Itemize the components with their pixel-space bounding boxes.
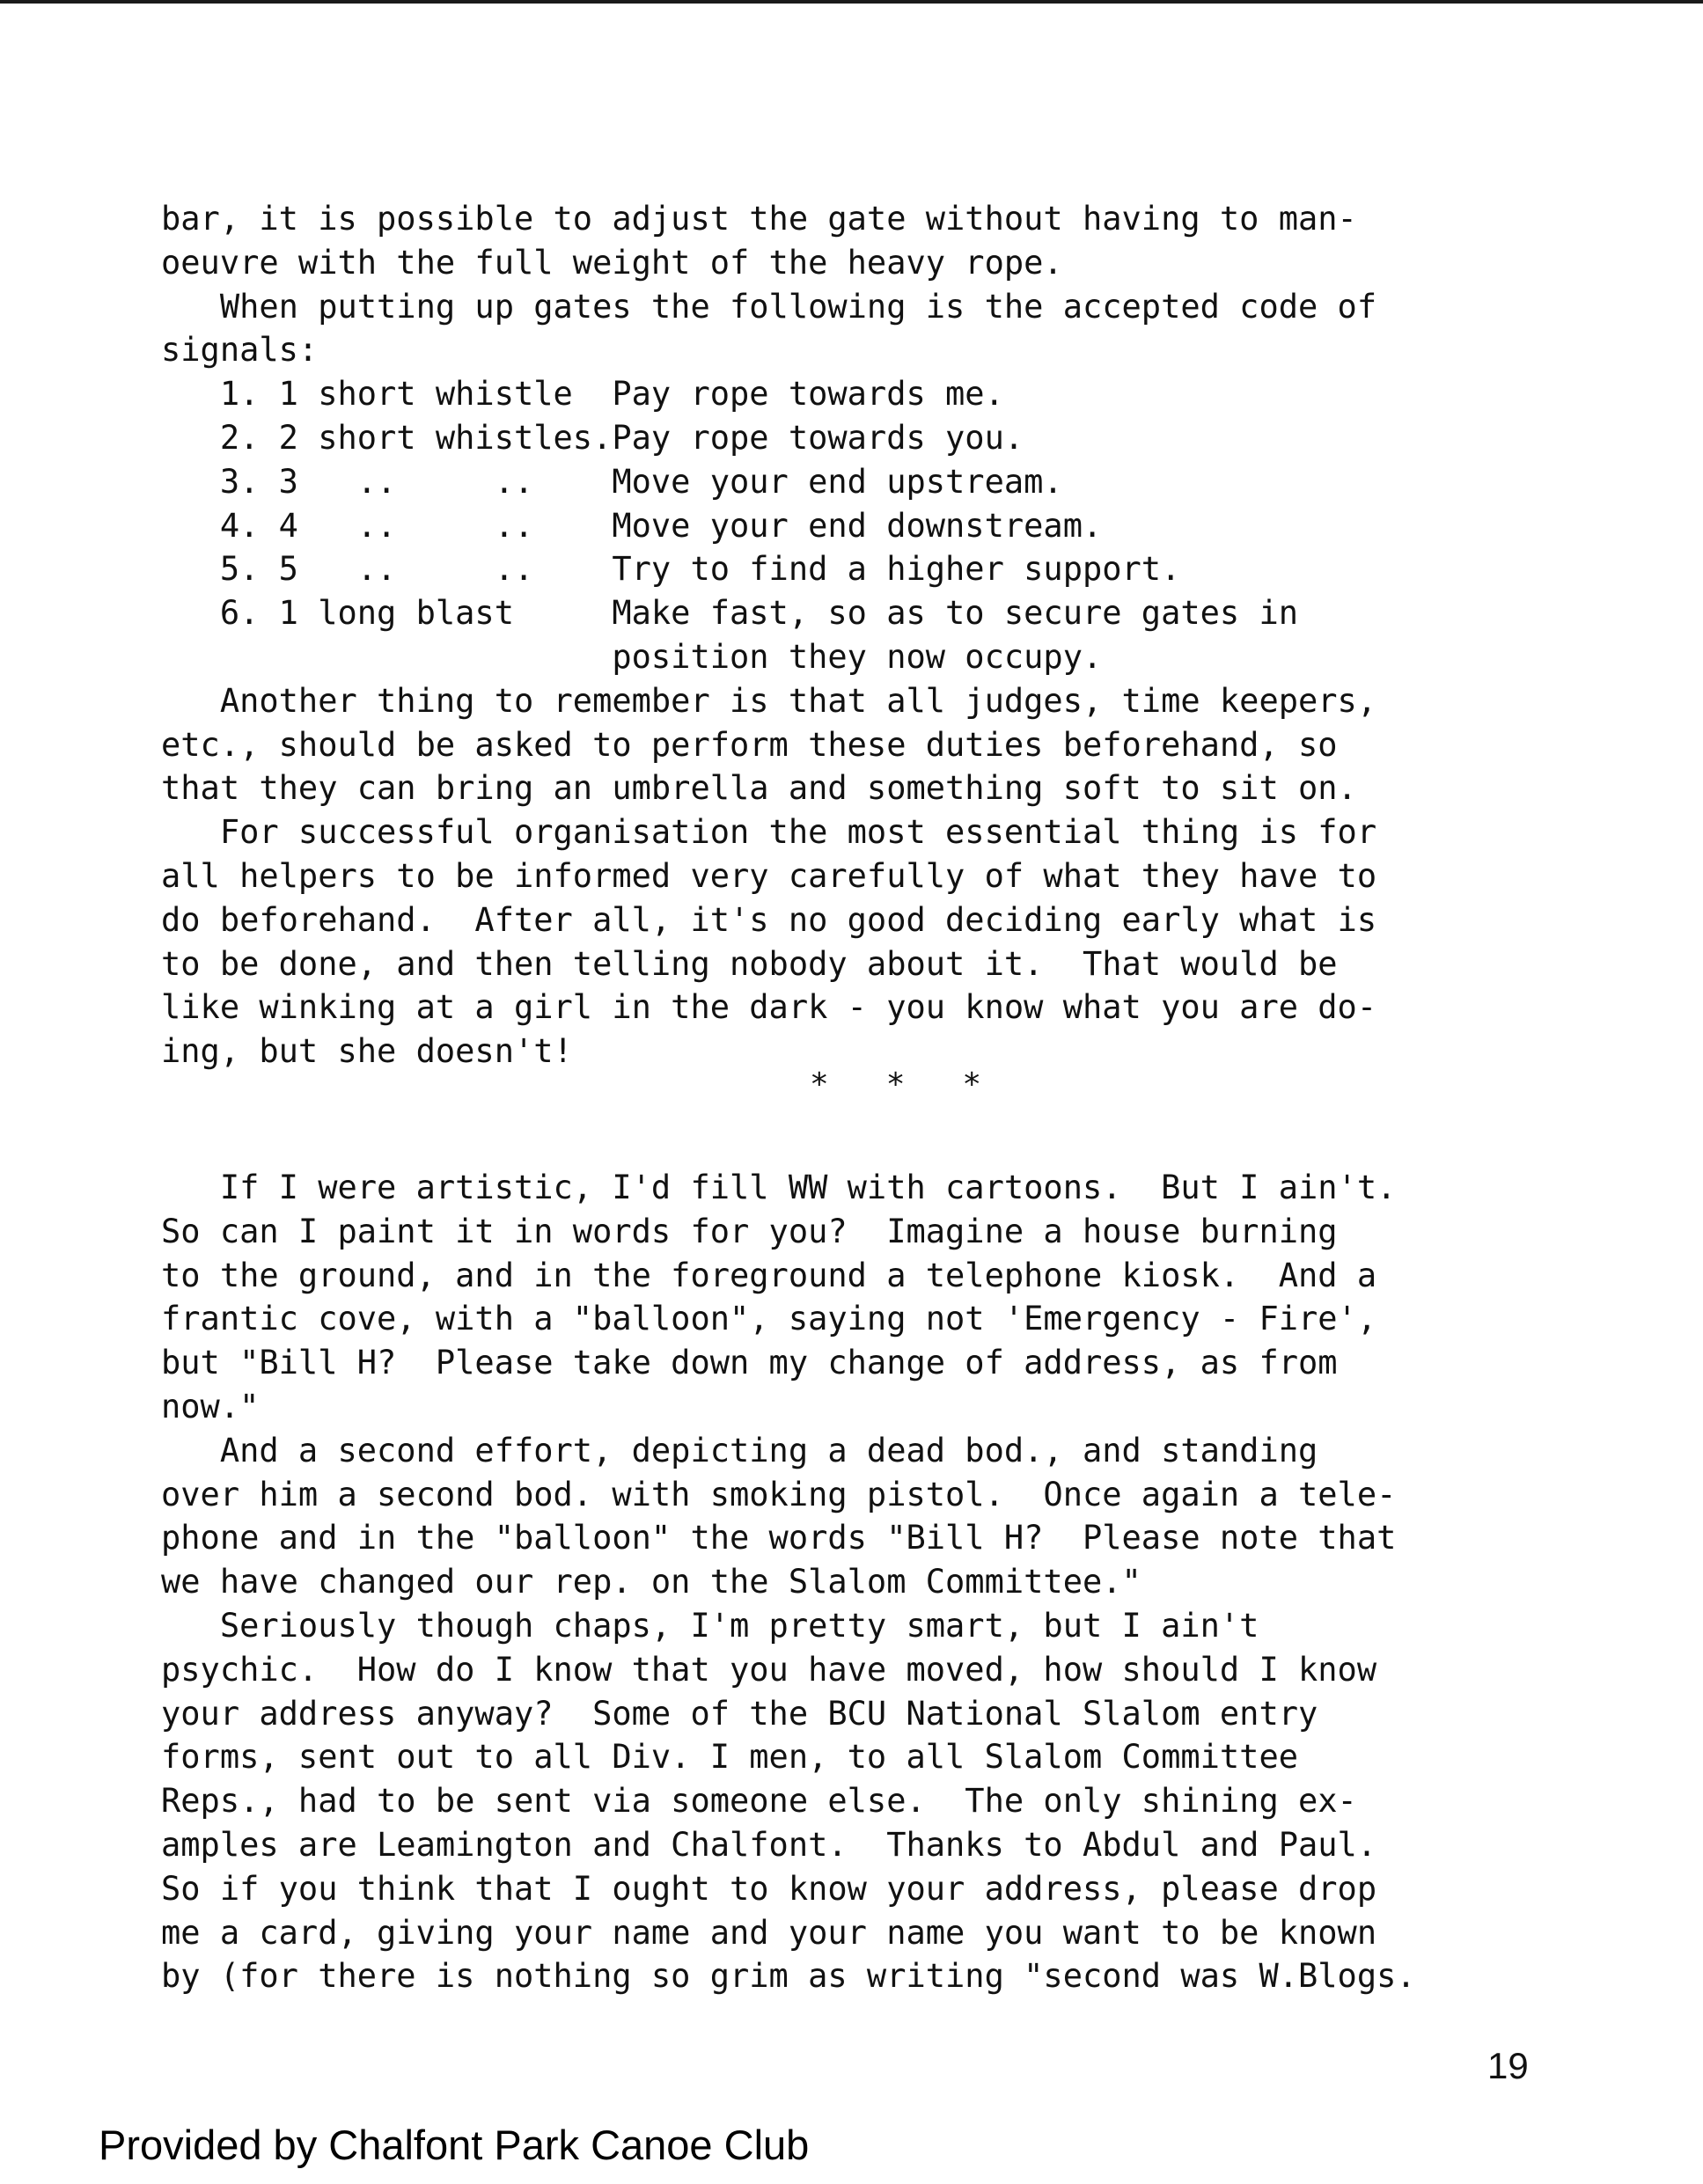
text-line: all helpers to be informed very carefully of what they have to [161,856,1377,895]
text-line: to be done, and then telling nobody about it. That would be [161,944,1338,983]
text-line: do beforehand. After all, it's no good deciding early what is [161,900,1377,939]
text-line: bar, it is possible to adjust the gate without having to man- [161,200,1357,238]
text-line: When putting up gates the following is the accepted code of [161,287,1377,326]
text-line: we have changed our rep. on the Slalom Committee." [161,1563,1141,1601]
article-section-gate-signals [161,197,1587,1074]
text-line: 6. 1 long blast Make fast, so as to secure gates in [161,594,1299,633]
text-line: frantic cove, with a "balloon", saying not 'Emergency - Fire', [161,1300,1377,1338]
text-line: So if you think that I ought to know your address, please drop [161,1869,1377,1908]
text-line: 4. 4 .. .. Move your end downstream. [161,506,1103,545]
text-line: 2. 2 short whistles.Pay rope towards you. [161,418,1024,457]
text-line: that they can bring an umbrella and something soft to sit on. [161,769,1357,808]
text-line: 5. 5 .. .. Try to find a higher support. [161,550,1181,589]
text-line: your address anyway? Some of the BCU National Slalom entry [161,1694,1318,1733]
text-line: signals: [161,331,319,370]
section-separator: * * * [810,1066,982,1103]
text-line: If I were artistic, I'd fill WW with cartoons. But I ain't. [161,1169,1397,1206]
text-line: forms, sent out to all Div. I men, to all Slalom Committee [161,1738,1299,1777]
text-line: For successful organisation the most essential thing is for [161,813,1377,852]
text-line: phone and in the "balloon" the words "Bill H? Please note that [161,1519,1397,1557]
text-line: like winking at a girl in the dark - you know what you are do- [161,988,1377,1027]
text-line: over him a second bod. with smoking pistol. Once again a tele- [161,1475,1397,1513]
text-line: 1. 1 short whistle Pay rope towards me. [161,375,1004,414]
text-line: by (for there is nothing so grim as writing "second was W.Blogs. [161,1957,1416,1996]
text-line: now." [161,1387,260,1425]
text-line: oeuvre with the full weight of the heavy rope. [161,243,1063,282]
text-line: And a second effort, depicting a dead bod., and standing [161,1431,1318,1469]
text-line: position they now occupy. [161,637,1103,676]
text-line: to the ground, and in the foreground a telephone kiosk. And a [161,1256,1377,1294]
text-line: but "Bill H? Please take down my change of address, as from [161,1344,1338,1382]
text-line: 3. 3 .. .. Move your end upstream. [161,462,1063,501]
article-section-change-of-address [161,1166,1587,1998]
text-line: amples are Leamington and Chalfont. Thanks to Abdul and Paul. [161,1825,1377,1864]
scan-top-edge [0,0,1703,4]
text-line: Reps., had to be sent via someone else. The only shining ex- [161,1782,1357,1821]
text-line: Another thing to remember is that all judges, time keepers, [161,681,1377,720]
text-line: etc., should be asked to perform these duties beforehand, so [161,725,1338,764]
footer-credit: Provided by Chalfont Park Canoe Club [99,2122,810,2168]
page-number: 19 [1487,2045,1529,2086]
text-line: psychic. How do I know that you have moved, how should I know [161,1650,1377,1689]
text-line: me a card, giving your name and your name you want to be known [161,1913,1377,1952]
text-line: ing, but she doesn't! [161,1032,573,1071]
text-line: Seriously though chaps, I'm pretty smart, but I ain't [161,1606,1259,1645]
text-line: So can I paint it in words for you? Imagine a house burning [161,1212,1338,1250]
